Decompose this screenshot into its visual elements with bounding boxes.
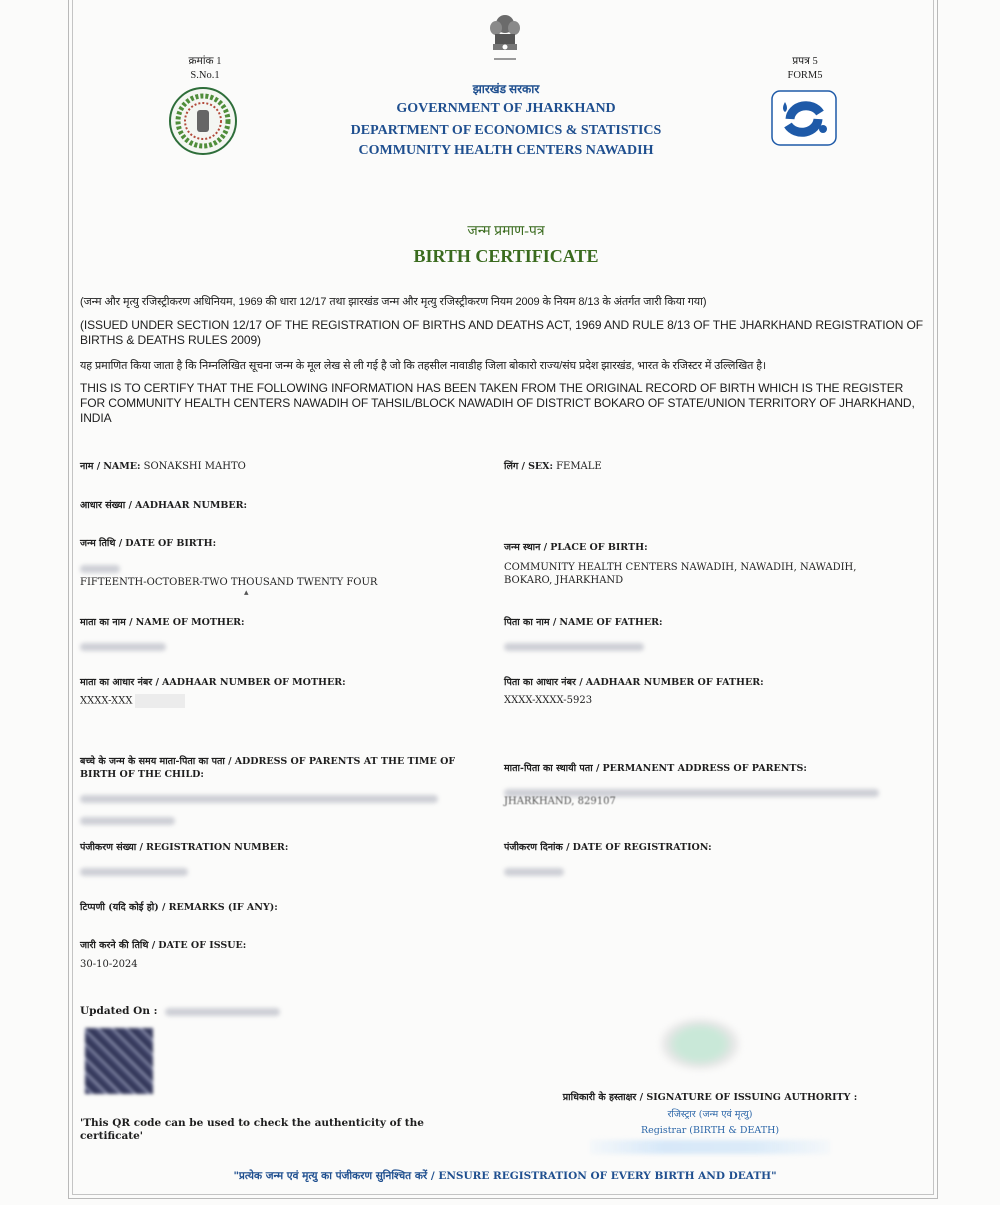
dob-label-hindi: जन्म तिथि / [80,538,123,549]
place-of-birth-value: COMMUNITY HEALTH CENTERS NAWADIH, NAWADIH, NAWADIH, BOKARO, JHARKHAND [504,562,857,586]
field-date-of-issue [80,939,246,952]
place-of-birth-label-hindi: जन्म स्थान / [504,542,548,553]
field-sex [504,460,602,473]
certificate-title-hindi: जन्म प्रमाण-पत्र [467,224,545,239]
issue-date-label-hindi: जारी करने की तिथि / [80,940,156,951]
address-at-birth-redacted [80,788,438,826]
father-aadhaar-label: AADHAAR NUMBER OF FATHER: [585,677,764,688]
place-of-birth-label: PLACE OF BIRTH: [550,542,648,553]
remarks-label-hindi: टिप्पणी (यदि कोई हो) / [80,902,166,913]
form-number-english: FORM5 [787,70,823,81]
issued-under-english: (ISSUED UNDER SECTION 12/17 OF THE REGISTRATION OF BIRTHS AND DEATHS ACT, 1969 AND RULE 8/13 OF THE JHARKHAND REGISTRATION OF BIRTHS & DEATHS RULES 2009) [80,318,924,347]
mother-aadhaar-value [80,694,185,708]
name-label-hindi: नाम / [80,461,101,472]
field-address-at-birth [80,755,480,781]
registration-date-label: DATE OF REGISTRATION: [572,842,712,853]
dob-label: DATE OF BIRTH: [125,538,217,549]
updated-on-label: Updated On : [80,1005,158,1017]
qr-code[interactable] [85,1028,153,1094]
remarks-label: REMARKS (IF ANY): [168,902,278,913]
registration-number-label: REGISTRATION NUMBER: [146,842,289,853]
qr-note: 'This QR code can be used to check the authenticity of the certificate' [80,1117,424,1142]
field-permanent-address [504,762,807,775]
permanent-address-label-hindi: माता-पिता का स्थायी पता / [504,763,600,774]
certification-english: THIS IS TO CERTIFY THAT THE FOLLOWING INFORMATION HAS BEEN TAKEN FROM THE ORIGINAL RECORD OF BIRTH WHICH IS THE REGISTER FOR COMMUNITY HEALTH CENTERS NAWADIH OF TAHSIL/BLOCK NAWADIH OF DISTRICT BOKARO OF STATE/UNION TERRITORY OF JHARKHAND, INDIA [80,381,915,425]
father-name-label: NAME OF FATHER: [559,617,663,628]
registration-motto: "प्रत्येक जन्म एवं मृत्यु का पंजीकरण सुनिश्चित करें / ENSURE REGISTRATION OF EVERY BIRTH AND DEATH" [233,1170,777,1182]
form-number [770,55,840,83]
certificate-title: BIRTH CERTIFICATE [413,246,599,266]
mother-aadhaar-redaction [135,694,185,708]
government-name: GOVERNMENT OF JHARKHAND [396,101,616,116]
field-place-of-birth [504,541,648,554]
state-name-hindi: झारखंड सरकार [472,82,540,96]
serial-number [170,55,240,83]
father-name-redacted [504,636,644,655]
field-remarks [80,901,278,914]
address-at-birth-label-hindi: बच्चे के जन्म के समय माता-पिता का पता / [80,756,232,767]
registrar-title-hindi: रजिस्ट्रार (जन्म एवं मृत्यु) [667,1109,753,1120]
registrar-title: Registrar (BIRTH & DEATH) [640,1125,780,1136]
father-aadhaar-label-hindi: पिता का आधार नंबर / [504,677,583,688]
name-label: NAME: [103,461,141,472]
aadhaar-label: AADHAAR NUMBER: [134,500,248,511]
registration-number-redacted [80,861,188,880]
signature-label: प्राधिकारी के हस्ताक्षर / SIGNATURE OF ISSUING AUTHORITY : [562,1092,858,1103]
mother-aadhaar-label: AADHAAR NUMBER OF MOTHER: [161,677,346,688]
sex-label: SEX: [528,461,554,472]
national-emblem-icon [484,12,526,67]
father-name-label-hindi: पिता का नाम / [504,617,557,628]
mother-name-redacted [80,636,166,655]
stray-mark: ▴ [244,588,249,598]
office-name: COMMUNITY HEALTH CENTERS NAWADIH [358,143,654,158]
field-name [80,460,246,473]
field-mother-name [80,616,245,629]
mother-name-label-hindi: माता का नाम / [80,617,133,628]
dob-words-value: FIFTEENTH-OCTOBER-TWO THOUSAND TWENTY FOUR [80,577,378,588]
dob-value-redacted [80,558,120,577]
field-aadhaar [80,499,247,512]
certification-hindi: यह प्रमाणित किया जाता है कि निम्नलिखित सूचना जन्म के मूल लेख से ली गई है जो कि तहसील नावाडीह जिला बोकारो राज्य/संघ प्रदेश झारखंड, भारत के रजिस्टर में उल्लिखित है। [80,360,767,372]
aadhaar-label-hindi: आधार संख्या / [80,500,132,511]
address-at-birth-label: ADDRESS OF PARENTS AT THE TIME OF BIRTH OF THE CHILD: [80,756,456,780]
name-value: SONAKSHI MAHTO [143,461,246,472]
form-number-hindi: प्रपत्र 5 [792,56,818,67]
registration-date-label-hindi: पंजीकरण दिनांक / [504,842,570,853]
serial-number-english: S.No.1 [190,70,220,81]
field-date-of-birth [80,537,216,550]
sex-label-hindi: लिंग / [504,461,526,472]
serial-number-hindi: क्रमांक 1 [188,56,222,67]
field-date-of-registration [504,841,712,854]
field-mother-aadhaar [80,676,346,689]
issue-date-label: DATE OF ISSUE: [158,940,247,951]
registration-number-label-hindi: पंजीकरण संख्या / [80,842,143,853]
field-father-name [504,616,663,629]
department-name: DEPARTMENT OF ECONOMICS & STATISTICS [350,123,662,138]
registration-date-redacted [504,861,564,880]
issued-under-hindi: (जन्म और मृत्यु रजिस्ट्रीकरण अधिनियम, 1969 की धारा 12/17 तथा झारखंड जन्म और मृत्यु रजिस्ट्रीकरण नियम 2009 के नियम 8/13 के अंतर्गत जारी किया गया) [80,296,707,308]
field-updated-on [80,1005,280,1018]
updated-on-redacted [165,1008,280,1016]
issue-date-value: 30-10-2024 [80,959,138,970]
signature-redacted [660,1018,740,1070]
permanent-address-label: PERMANENT ADDRESS OF PARENTS: [602,763,807,774]
mother-aadhaar-visible: XXXX-XXX [80,695,133,707]
sex-value: FEMALE [556,461,602,472]
field-registration-number [80,841,288,854]
mother-name-label: NAME OF MOTHER: [135,617,245,628]
field-father-aadhaar [504,676,764,689]
father-aadhaar-value: XXXX-XXXX-5923 [504,695,593,706]
mother-aadhaar-label-hindi: माता का आधार नंबर / [80,677,159,688]
permanent-address-tail: JHARKHAND, 829107 [504,796,616,807]
signature-band [590,1140,830,1154]
